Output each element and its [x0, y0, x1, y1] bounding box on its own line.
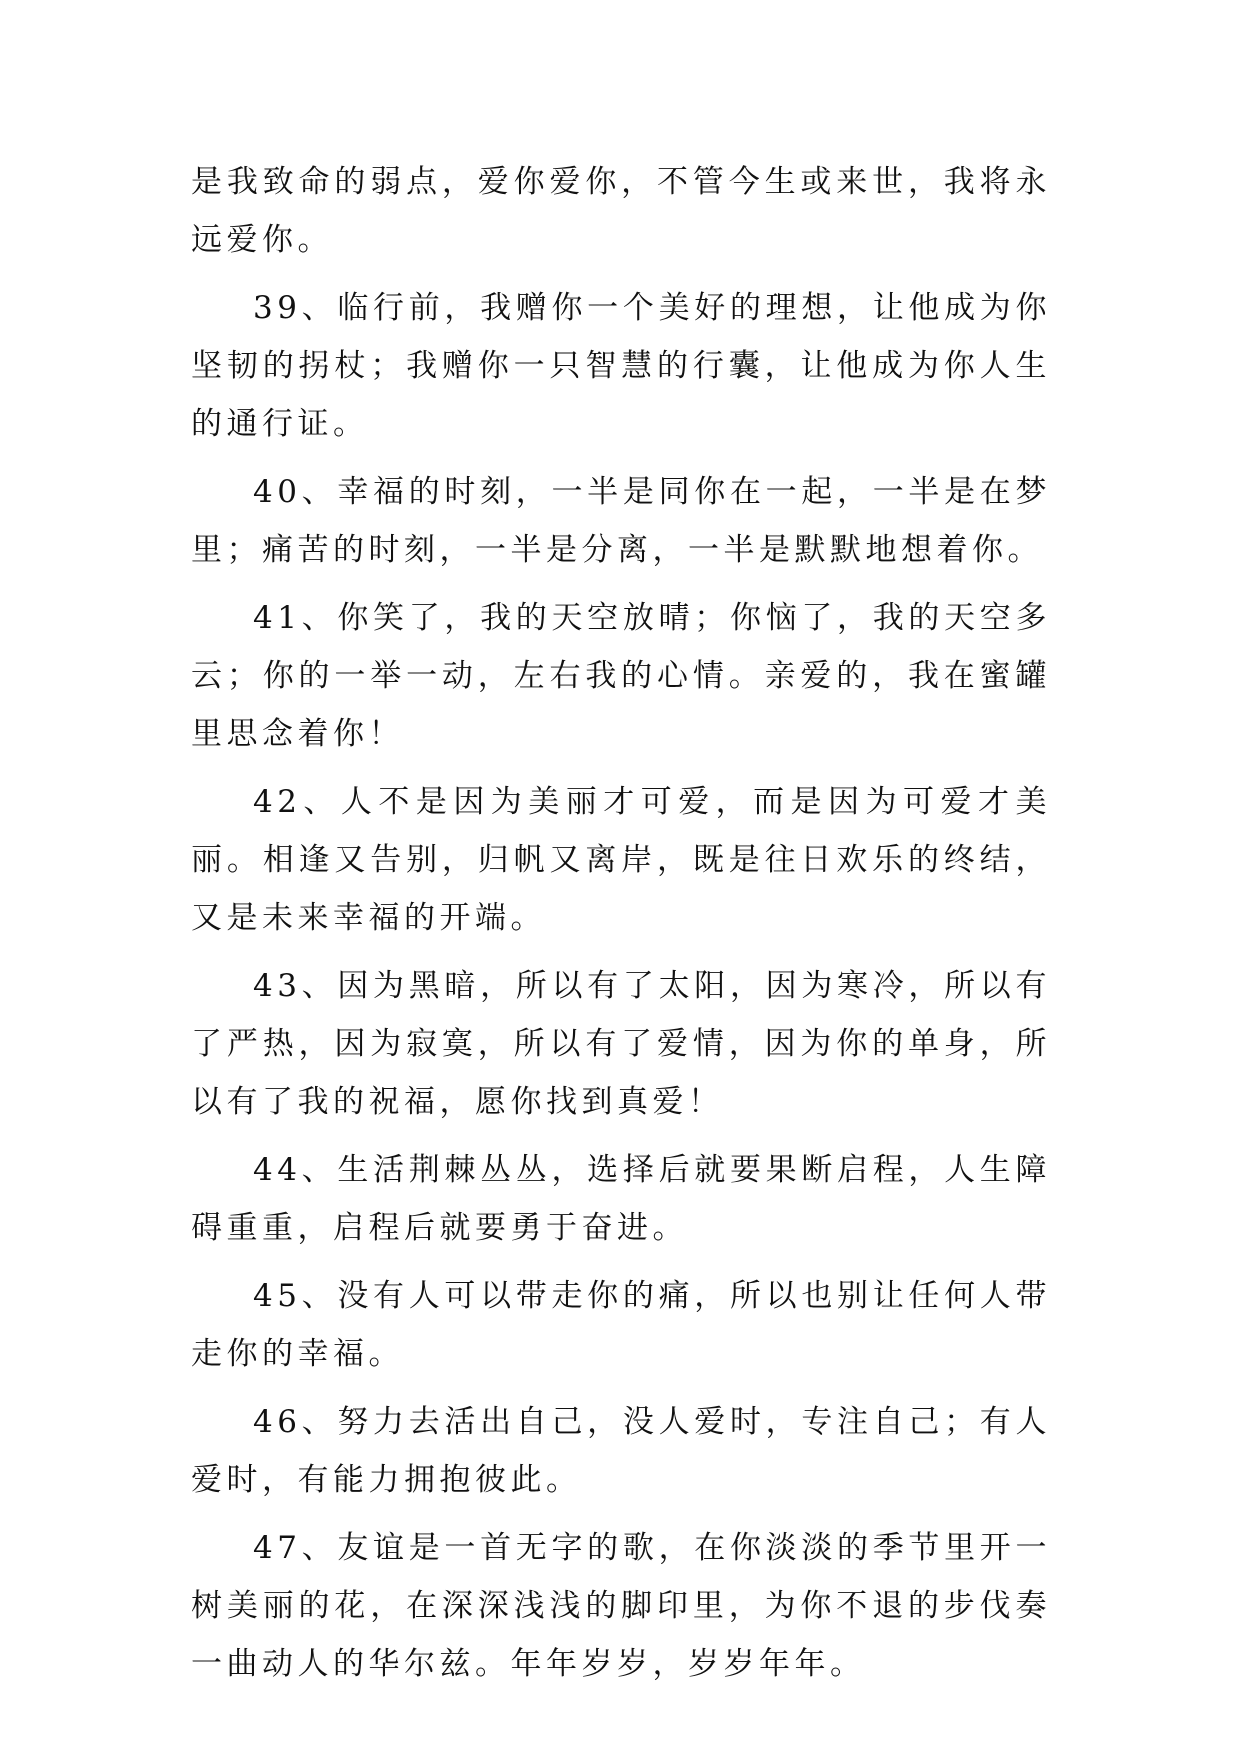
paragraph-46: 46、努力去活出自己，没人爱时，专注自己；有人爱时，有能力拥抱彼此。 — [191, 1404, 1051, 1498]
paragraph-40: 40、幸福的时刻，一半是同你在一起，一半是在梦里；痛苦的时刻，一半是分离，一半是默默地想着你。 — [191, 474, 1051, 568]
paragraph-47: 47、友谊是一首无字的歌，在你淡淡的季节里开一树美丽的花，在深深浅浅的脚印里，为你不退的步伐奏一曲动人的华尔兹。年年岁岁，岁岁年年。 — [191, 1530, 1051, 1682]
paragraph-39: 39、临行前，我赠你一个美好的理想，让他成为你坚韧的拐杖；我赠你一只智慧的行囊，让他成为你人生的通行证。 — [191, 290, 1051, 442]
paragraph-44: 44、生活荆棘丛丛，选择后就要果断启程，人生障碍重重，启程后就要勇于奋进。 — [191, 1152, 1051, 1246]
paragraph-continuation: 是我致命的弱点，爱你爱你，不管今生或来世，我将永远爱你。 — [191, 164, 1051, 258]
paragraph-41: 41、你笑了，我的天空放晴；你恼了，我的天空多云；你的一举一动，左右我的心情。亲爱的，我在蜜罐里思念着你！ — [191, 600, 1051, 752]
paragraph-42: 42、人不是因为美丽才可爱，而是因为可爱才美丽。相逢又告别，归帆又离岸，既是往日欢乐的终结，又是未来幸福的开端。 — [191, 784, 1051, 936]
document-body — [191, 153, 1051, 1703]
paragraph-45: 45、没有人可以带走你的痛，所以也别让任何人带走你的幸福。 — [191, 1278, 1051, 1372]
paragraph-43: 43、因为黑暗，所以有了太阳，因为寒冷，所以有了严热，因为寂寞，所以有了爱情，因为你的单身，所以有了我的祝福，愿你找到真爱！ — [191, 968, 1051, 1120]
